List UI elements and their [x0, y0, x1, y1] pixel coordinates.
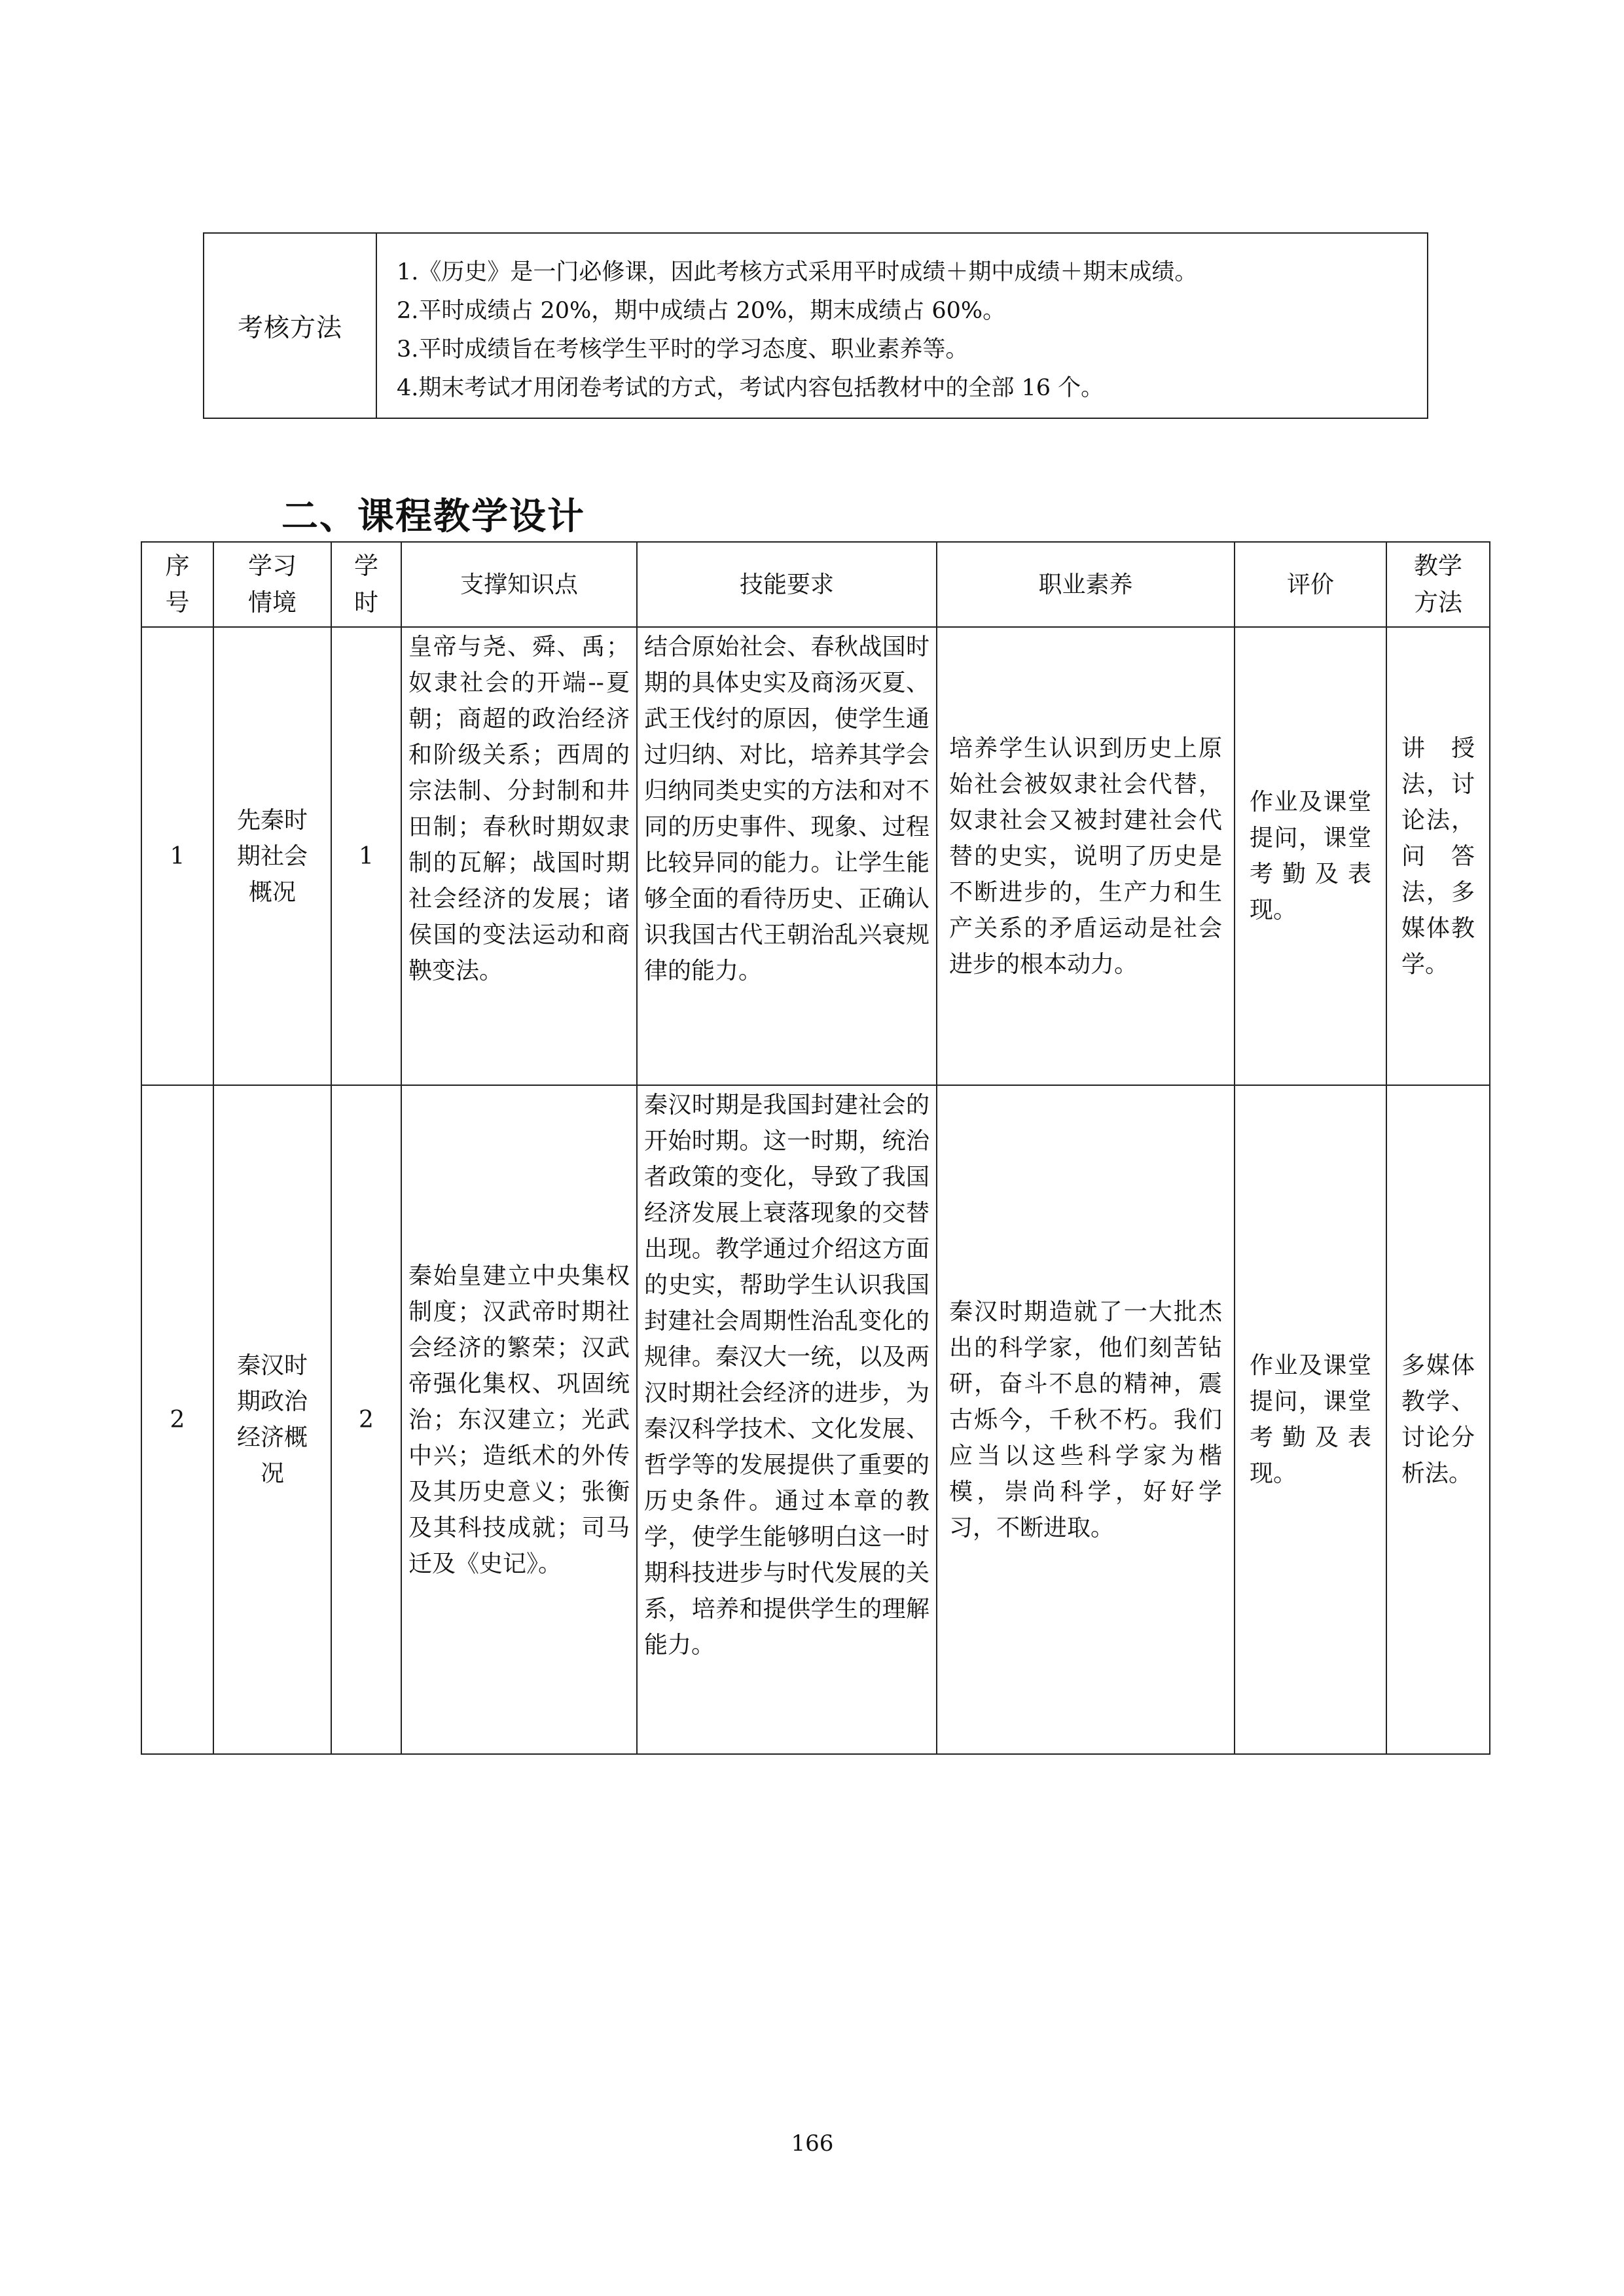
table-row [141, 627, 1490, 1085]
cell-knowledge: 皇帝与尧、舜、禹；奴隶社会的开端--夏朝；商超的政治经济和阶级关系；西周的宗法制、分封制和井田制；春秋时期奴隶制的瓦解；战国时期社会经济的发展；诸侯国的变法运动和商鞅变法。 [401, 627, 637, 1085]
cell-literacy: 培养学生认识到历史上原始社会被奴隶社会代替，奴隶社会又被封建社会代替的史实，说明了历史是不断进步的，生产力和生产关系的矛盾运动是社会进步的根本动力。 [937, 627, 1235, 1085]
table-row [141, 1085, 1490, 1754]
assessment-line: 2.平时成绩占 20%，期中成绩占 20%，期末成绩占 60%。 [397, 298, 1006, 324]
assessment-line: 3.平时成绩旨在考核学生平时的学习态度、职业素养等。 [397, 336, 969, 363]
page-number: 166 [791, 2130, 834, 2157]
table-header-row [141, 542, 1490, 627]
header-skills: 技能要求 [637, 542, 937, 627]
header-seq: 序号 [141, 542, 213, 627]
header-literacy: 职业素养 [937, 542, 1235, 627]
header-situation: 学习情境 [213, 542, 331, 627]
cell-situation: 先秦时期社会概况 [213, 627, 331, 1085]
cell-literacy: 秦汉时期造就了一大批杰出的科学家，他们刻苦钻研，奋斗不息的精神，震古烁今，千秋不朽。我们应当以这些科学家为楷模，崇尚科学，好好学习，不断进取。 [937, 1085, 1235, 1754]
cell-situation: 秦汉时期政治经济概况 [213, 1085, 331, 1754]
header-hours: 学时 [331, 542, 401, 627]
assessment-table [203, 232, 1428, 419]
section-title: 二、课程教学设计 [281, 495, 585, 538]
assessment-label: 考核方法 [204, 234, 377, 418]
assessment-line: 4.期末考试才用闭卷考试的方式，考试内容包括教材中的全部 16 个。 [397, 375, 1104, 401]
header-evaluation: 评价 [1235, 542, 1386, 627]
assessment-line: 1.《历史》是一门必修课，因此考核方式采用平时成绩＋期中成绩＋期末成绩。 [397, 259, 1198, 285]
cell-method: 多媒体教学、讨论分析法。 [1386, 1085, 1490, 1754]
cell-hours: 2 [331, 1085, 401, 1754]
cell-skills: 秦汉时期是我国封建社会的开始时期。这一时期，统治者政策的变化，导致了我国经济发展上衰落现象的交替出现。教学通过介绍这方面的史实，帮助学生认识我国封建社会周期性治乱变化的规律。秦汉大一统，以及两汉时期社会经济的进步，为秦汉科学技术、文化发展、哲学等的发展提供了重要的历史条件。通过本章的教学，使学生能够明白这一时期科技进步与时代发展的关系，培养和提供学生的理解能力。 [637, 1085, 937, 1754]
assessment-content [377, 234, 1427, 418]
header-method: 教学方法 [1386, 542, 1490, 627]
cell-seq: 1 [141, 627, 213, 1085]
cell-knowledge: 秦始皇建立中央集权制度；汉武帝时期社会经济的繁荣；汉武帝强化集权、巩固统治；东汉建立；光武中兴；造纸术的外传及其历史意义；张衡及其科技成就；司马迁及《史记》。 [401, 1085, 637, 1754]
cell-skills: 结合原始社会、春秋战国时期的具体史实及商汤灭夏、武王伐纣的原因，使学生通过归纳、对比，培养其学会归纳同类史实的方法和对不同的历史事件、现象、过程比较异同的能力。让学生能够全面的看待历史、正确认识我国古代王朝治乱兴衰规律的能力。 [637, 627, 937, 1085]
cell-hours: 1 [331, 627, 401, 1085]
cell-evaluation: 作业及课堂提问，课堂考勤及表现。 [1235, 1085, 1386, 1754]
cell-evaluation: 作业及课堂提问，课堂考勤及表现。 [1235, 627, 1386, 1085]
course-design-table [141, 541, 1490, 1755]
cell-method: 讲授法，讨论法，问答法，多媒体教学。 [1386, 627, 1490, 1085]
cell-seq: 2 [141, 1085, 213, 1754]
header-knowledge: 支撑知识点 [401, 542, 637, 627]
